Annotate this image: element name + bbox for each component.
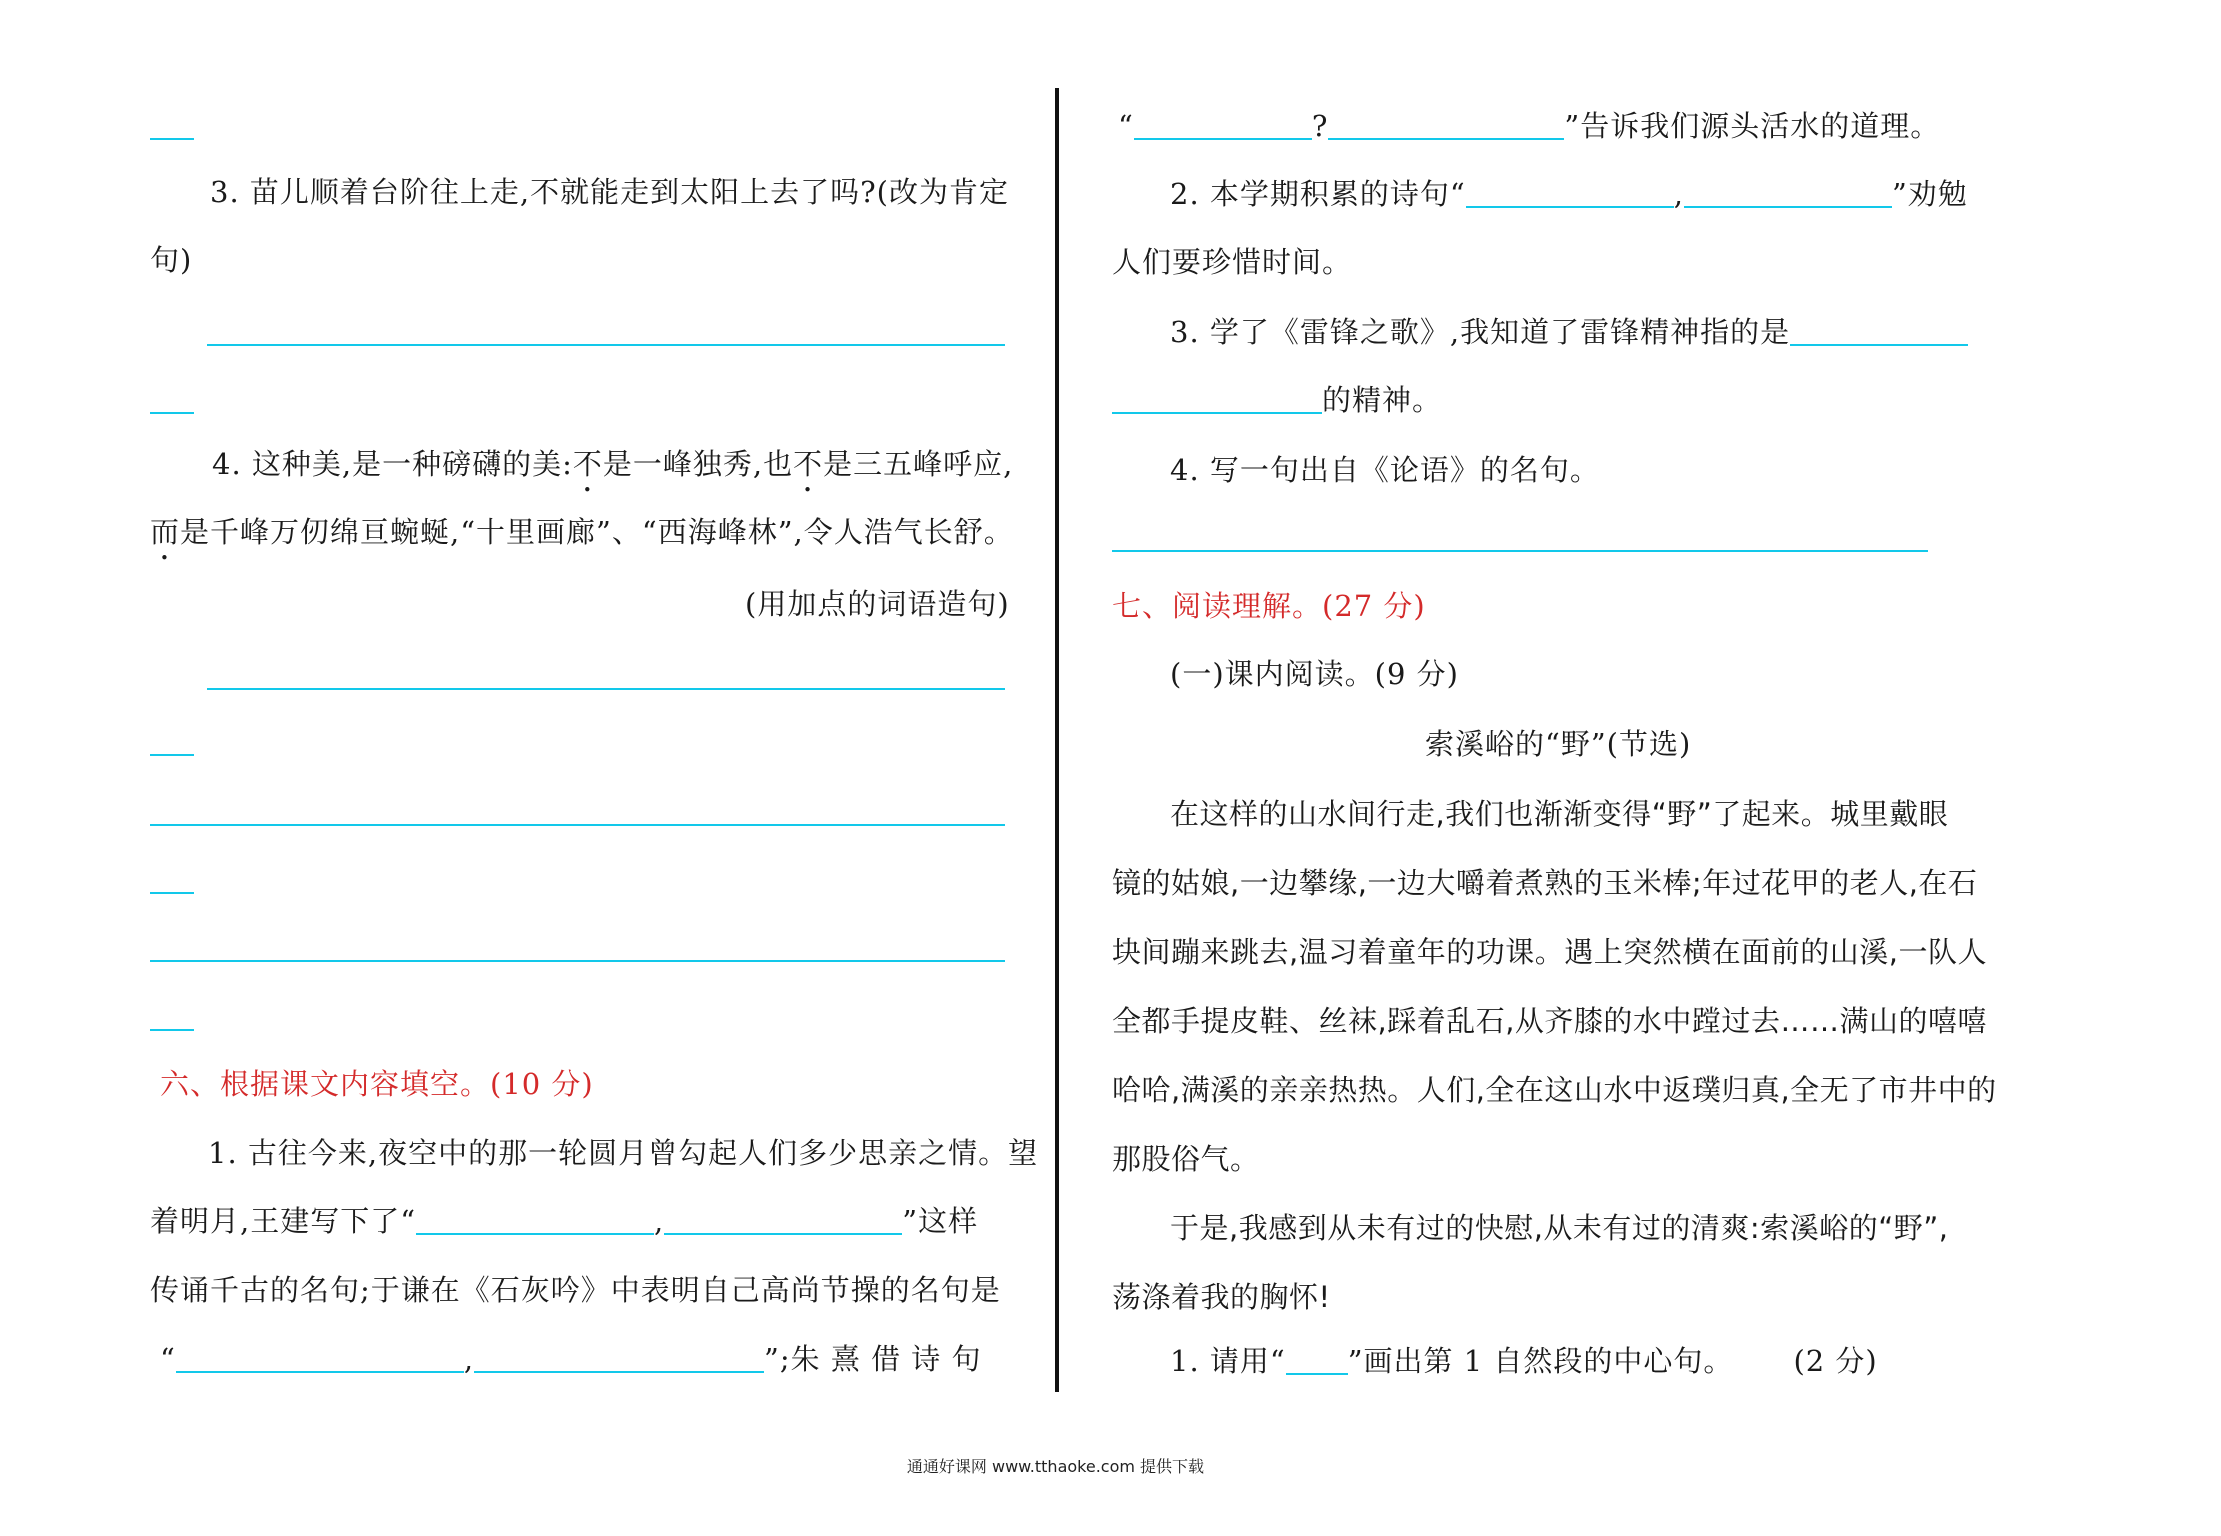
answer-line[interactable] bbox=[150, 892, 194, 894]
passage-paragraph-1-line: 镜的姑娘,一边攀缘,一边大嚼着煮熟的玉米棒;年过花甲的老人,在石 bbox=[1112, 866, 1978, 900]
answer-line[interactable] bbox=[150, 1029, 194, 1031]
answer-line[interactable] bbox=[150, 412, 194, 414]
passage-paragraph-2-line: 于是,我感到从未有过的快慰,从未有过的清爽:索溪峪的“野”, bbox=[1170, 1211, 1949, 1245]
passage-paragraph-1-line: 那股俗气。 bbox=[1112, 1142, 1260, 1176]
section-6-q1-continued: “ ? ”告诉我们源头活水的道理。 bbox=[1118, 109, 1941, 143]
question-3-line-1: 3. 苗儿顺着台阶往上走,不就能走到太阳上去了吗?(改为肯定 bbox=[210, 175, 1009, 209]
fill-blank[interactable] bbox=[416, 1203, 654, 1235]
reading-q1: 1. 请用“ ”画出第 1 自然段的中心句。 (2 分) bbox=[1170, 1344, 1878, 1378]
passage-paragraph-1-line: 全都手提皮鞋、丝袜,踩着乱石,从齐膝的水中蹚过去……满山的嘻嘻 bbox=[1112, 1004, 1987, 1038]
passage-paragraph-1-line: 块间蹦来跳去,温习着童年的功课。遇上突然横在面前的山溪,一队人 bbox=[1112, 935, 1987, 969]
fill-blank[interactable] bbox=[176, 1341, 464, 1373]
fill-blank[interactable] bbox=[474, 1341, 764, 1373]
section-7-heading: 七、阅读理解。(27 分) bbox=[1112, 589, 1426, 623]
page-footer: 通通好课网 www.tthaoke.com 提供下载 bbox=[906, 1457, 1205, 1476]
answer-line[interactable] bbox=[207, 344, 1005, 346]
fill-blank[interactable] bbox=[1328, 108, 1564, 140]
question-4-line-1: 4. 这种美,是一种磅礴的美:不是一峰独秀,也不是三五峰呼应, bbox=[212, 447, 1014, 481]
dotted-character: 而 bbox=[150, 515, 181, 549]
passage-title: 索溪峪的“野”(节选) bbox=[1425, 727, 1692, 761]
section-6-q1-line-3: 传诵千古的名句;于谦在《石灰吟》中表明自己高尚节操的名句是 bbox=[150, 1273, 1001, 1307]
dotted-character: 不 bbox=[572, 447, 603, 481]
question-4-line-2: 而是千峰万仞绵亘蜿蜒,“十里画廊”、“西海峰林”,令人浩气长舒。 bbox=[150, 515, 1014, 549]
answer-line[interactable] bbox=[150, 960, 1005, 962]
section-6-q4: 4. 写一句出自《论语》的名句。 bbox=[1170, 453, 1600, 487]
answer-line[interactable] bbox=[150, 138, 194, 140]
answer-line[interactable] bbox=[1112, 550, 1928, 552]
answer-line[interactable] bbox=[207, 688, 1005, 690]
question-3-line-2: 句) bbox=[150, 243, 193, 277]
column-divider bbox=[1055, 88, 1059, 1392]
answer-line[interactable] bbox=[150, 824, 1005, 826]
fill-blank[interactable] bbox=[1134, 108, 1312, 140]
reading-q1-score: (2 分) bbox=[1793, 1344, 1878, 1378]
answer-line[interactable] bbox=[150, 754, 194, 756]
fill-blank[interactable] bbox=[1286, 1343, 1348, 1375]
question-4-instruction: (用加点的词语造句) bbox=[745, 587, 1010, 621]
section-6-q1-line-4: “ , ”;朱 熹 借 诗 句 bbox=[160, 1342, 982, 1376]
passage-paragraph-1-line: 在这样的山水间行走,我们也渐渐变得“野”了起来。城里戴眼 bbox=[1170, 797, 1949, 831]
section-6-q1-line-2: 着明月,王建写下了“ , ”这样 bbox=[150, 1204, 979, 1238]
section-6-q2-line-2: 人们要珍惜时间。 bbox=[1112, 245, 1353, 279]
passage-paragraph-1-line: 哈哈,满溪的亲亲热热。人们,全在这山水中返璞归真,全无了市井中的 bbox=[1112, 1073, 1997, 1107]
section-7-subheading: (一)课内阅读。(9 分) bbox=[1170, 657, 1459, 691]
fill-blank[interactable] bbox=[1112, 382, 1322, 414]
dotted-character: 不 bbox=[793, 447, 824, 481]
passage-paragraph-2-line: 荡涤着我的胸怀! bbox=[1112, 1280, 1331, 1314]
section-6-q1-line-1: 1. 古往今来,夜空中的那一轮圆月曾勾起人们多少思亲之情。望 bbox=[208, 1136, 1039, 1170]
section-6-heading: 六、根据课文内容填空。(10 分) bbox=[160, 1067, 594, 1101]
fill-blank[interactable] bbox=[1790, 314, 1968, 346]
fill-blank[interactable] bbox=[664, 1203, 902, 1235]
section-6-q2-line-1: 2. 本学期积累的诗句“ , ”劝勉 bbox=[1170, 177, 1968, 211]
section-6-q3-line-2: 的精神。 bbox=[1112, 380, 1442, 420]
fill-blank[interactable] bbox=[1466, 176, 1674, 208]
fill-blank[interactable] bbox=[1684, 176, 1892, 208]
section-6-q3-line-1: 3. 学了《雷锋之歌》,我知道了雷锋精神指的是 bbox=[1170, 312, 1968, 352]
